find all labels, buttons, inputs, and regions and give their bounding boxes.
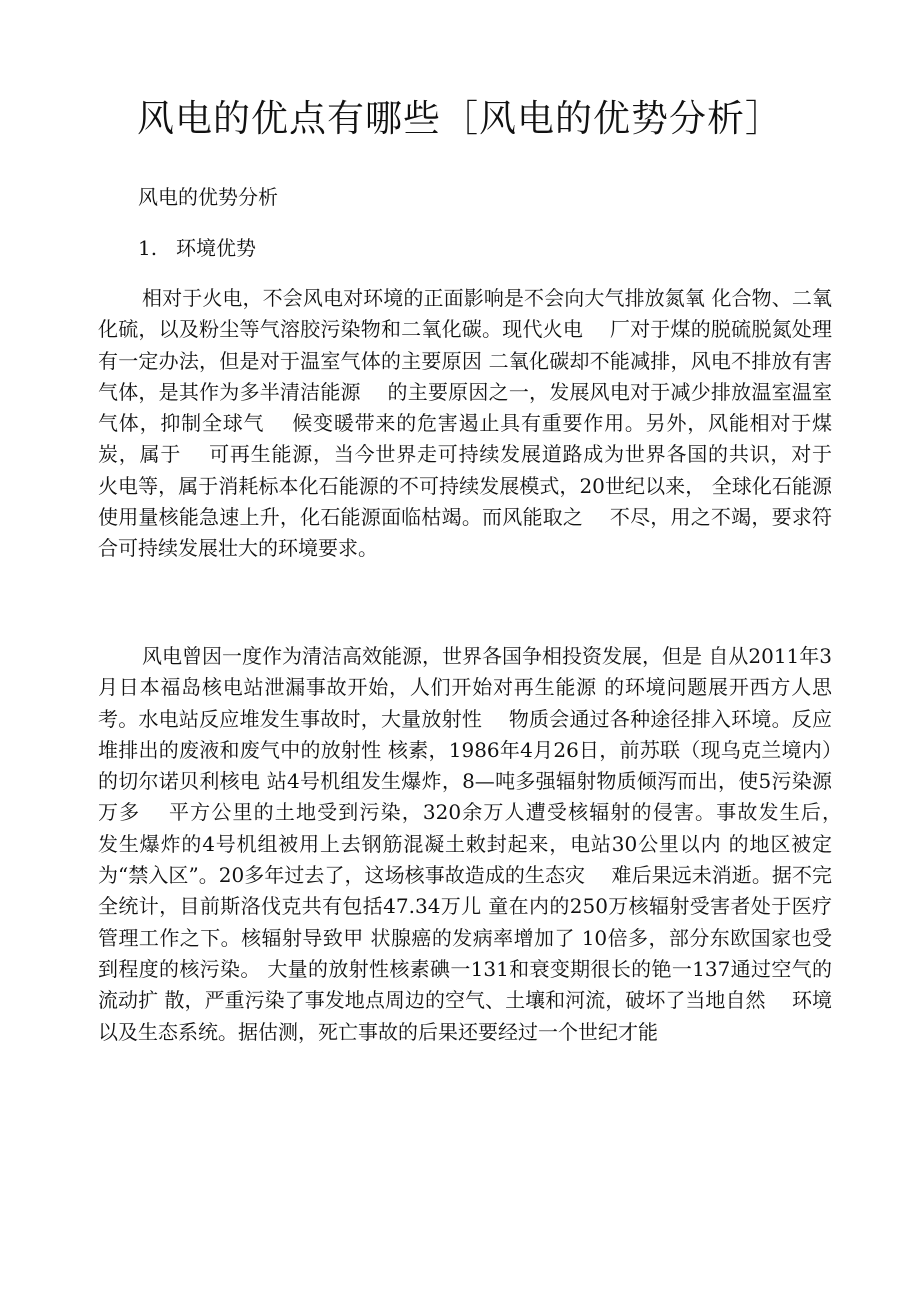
section-heading-text: 环境优势 [176, 236, 256, 260]
paragraph-environment-advantage: 相对于火电，不会风电对环境的正面影响是不会向大气排放氮氧 化合物、二氧化硫，以及粉尘等气溶胶污染物和二氧化碳。现代火电 厂对于煤的脱硫脱氮处理有一定办法，但是对于温室气体的主要原因 二氧化碳却不能减排，风电不排放有害气体，是其作为多半清洁能源 的主要原因之一，发展风电对于减少排放温室温室气体，抑制全球气 候变暖带来的危害遏止具有重要作用。另外，风能相对于煤炭，属于 可再生能源，当今世界走可持续发展道路成为世界各国的共识，对于 火电等，属于消耗标本化石能源的不可持续发展模式，20世纪以来， 全球化石能源使用量核能急速上升，化石能源面临枯竭。而风能取之 不尽，用之不竭，要求符合可持续发展壮大的环境要求。 [98, 286, 859, 561]
section-number: 1. [138, 236, 158, 260]
document-subtitle: 风电的优势分析 [138, 185, 278, 209]
paragraph-nuclear-comparison: 风电曾因一度作为清洁高效能源，世界各国争相投资发展，但是 自从2011年3月日本福岛核电站泄漏事故开始，人们开始对再生能源 的环境问题展开西方人思考。水电站反应堆发生事故时，大量放射性 物质会通过各种途径排入环境。反应堆排出的废液和废气中的放射性 核素，1986年4月26日，前苏联（现乌克兰境内）的切尔诺贝利核电 站4号机组发生爆炸，8—吨多强辐射物质倾泻而出，使5污染源万多 平方公里的土地受到污染，320余万人遭受核辐射的侵害。事故发生后， 发生爆炸的4号机组被用上去钢筋混凝土敕封起来，电站30公里以内 的地区被定为“禁入区”。20多年过去了，这场核事故造成的生态灾 难后果远未消逝。据不完全统计，目前斯洛伐克共有包括47.34万儿 童在内的250万核辐射受害者处于医疗管理工作之下。核辐射导致甲 状腺癌的发病率增加了 10倍多，部分东欧国家也受到程度的核污染。 大量的放射性核素碘一131和衰变期很长的铯一137通过空气的流动扩 散，严重污染了事发地点周边的空气、土壤和河流，破坏了当地自然 环境以及生态系统。据估测，死亡事故的后果还要经过一个世纪才能 [98, 644, 859, 1044]
page-title: 风电的优点有哪些［风电的优势分析］ [137, 97, 783, 140]
section-heading [138, 234, 256, 262]
